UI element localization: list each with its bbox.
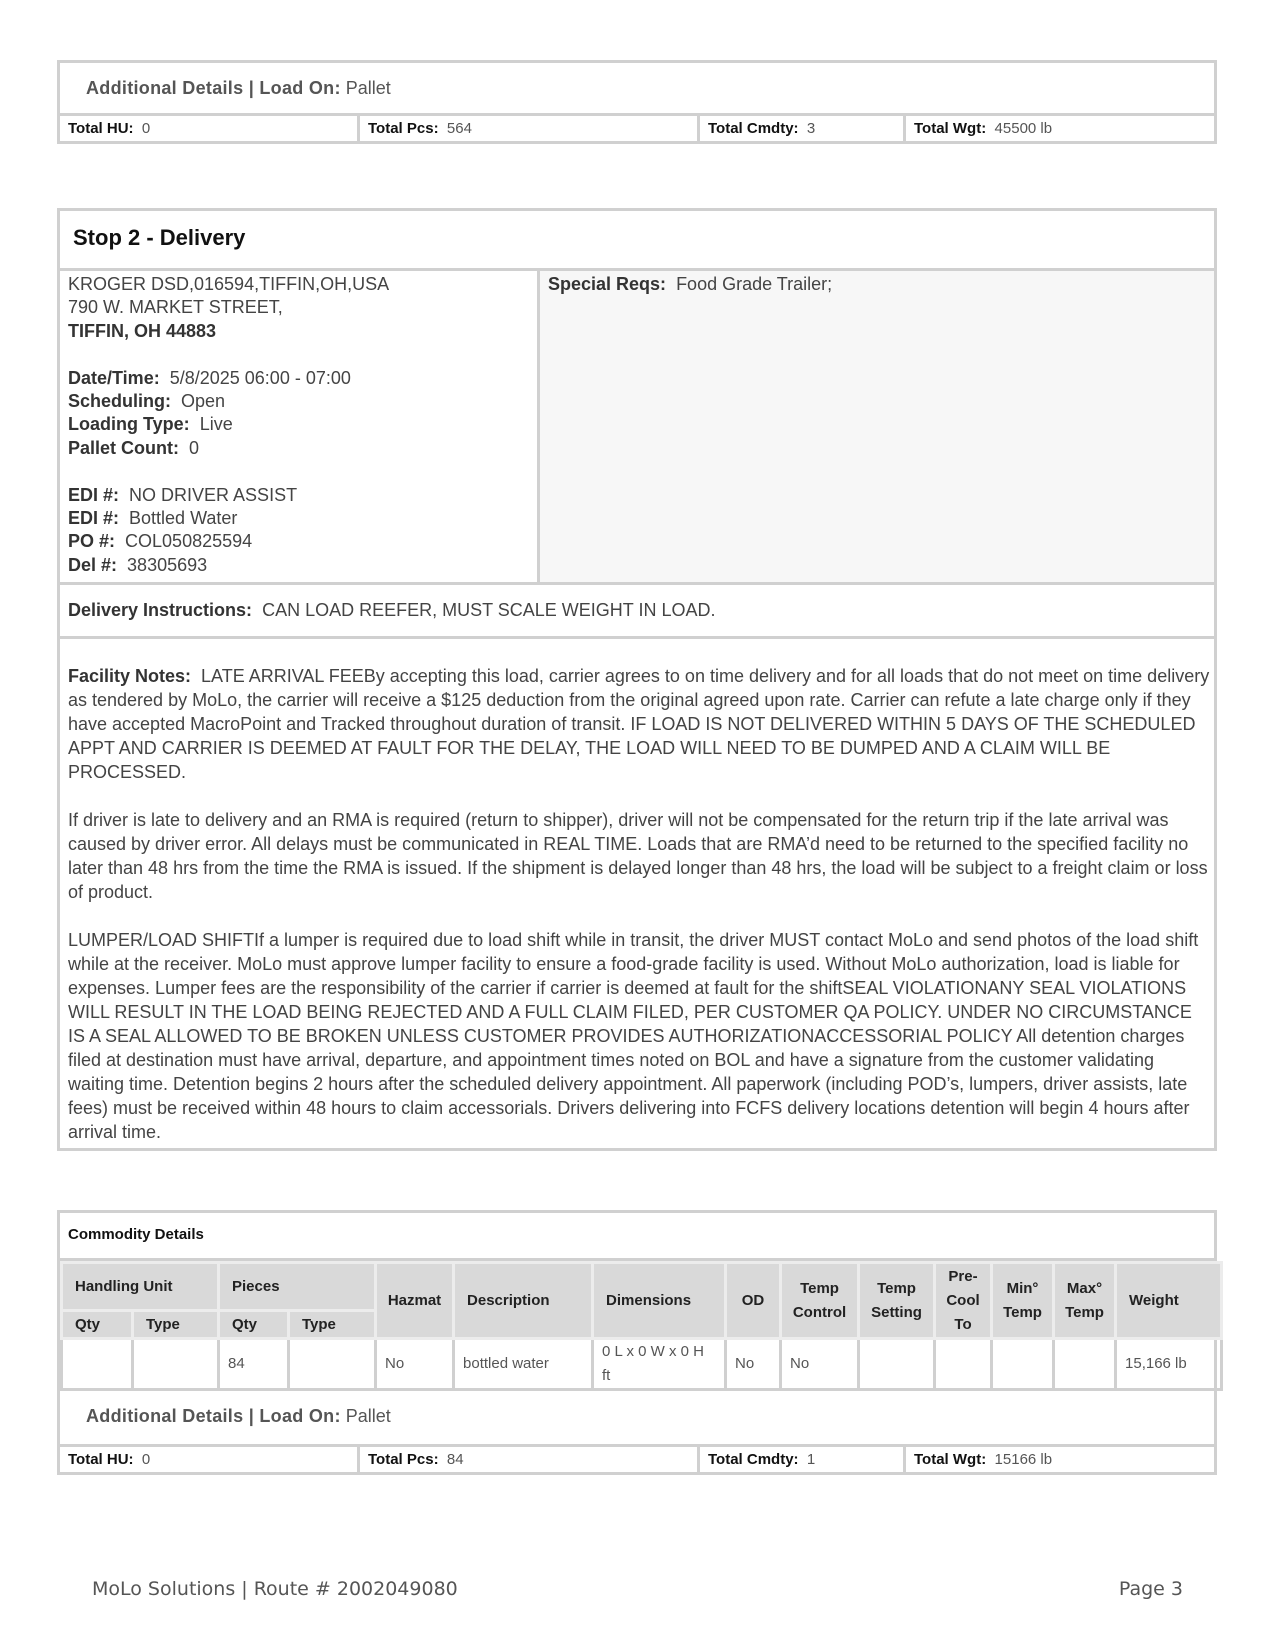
pallet-count-field: Pallet Count: 0: [68, 437, 200, 458]
delivery-instructions: Delivery Instructions: CAN LOAD REEFER, MUST SCALE WEIGHT IN LOAD.: [60, 585, 1214, 639]
cell-temp-control: No: [781, 1339, 859, 1390]
header-weight: Weight: [1116, 1263, 1222, 1339]
additional-details-label: Additional Details | Load On:: [86, 78, 341, 98]
total-hu: Total HU: 0: [60, 116, 360, 141]
cell-max-temp: [1054, 1339, 1116, 1390]
cell-hazmat: No: [376, 1339, 454, 1390]
header-description: Description: [454, 1263, 593, 1339]
address-line2: 790 W. MARKET STREET,: [68, 297, 283, 318]
facility-notes-p3: LUMPER/LOAD SHIFTIf a lumper is required due to load shift while in transit, the driver MUST contact MoLo and send photos of the load shift while at the receiver. MoLo must approve lumper facility to ensure a food-grade facility is used. Without MoLo authorization, load is liable for expenses. Lumper fees are the responsibility of the carrier if carrier is deemed at fault for the shiftSEAL VIOLATIONANY SEAL VIOLATIONS WILL RESULT IN THE LOAD BEING REJECTED AND A FULL CLAIM FILED, PER CUSTOMER QA POLICY. UNDER NO CIRCUMSTANCE IS A SEAL ALLOWED TO BE BROKEN UNLESS CUSTOMER PROVIDES AUTHORIZATIONACCESSORIAL POLICY All detention charges filed at destination must have arrival, departure, and appointment times noted on BOL and have a signature from the customer validating waiting time. Detention begins 2 hours after the scheduled delivery appointment. All paperwork (including POD’s, lumpers, driver assists, late fees) must be received within 48 hours to claim accessorials. Drivers delivering into FCFS delivery locations detention will begin 4 hours after arrival time.: [68, 930, 1199, 1142]
header-temp-control: Temp Control: [781, 1263, 859, 1339]
stop-info-row: [60, 271, 1214, 585]
total-cmdty: Total Cmdty: 1: [700, 1447, 906, 1472]
cell-precool: [935, 1339, 992, 1390]
cell-min-temp: [992, 1339, 1054, 1390]
additional-details-row: [57, 60, 1217, 116]
header-od: OD: [726, 1263, 781, 1339]
header-hazmat: Hazmat: [376, 1263, 454, 1339]
stop-title: Stop 2 - Delivery: [60, 211, 1214, 271]
stop-address-panel: [60, 271, 540, 582]
total-hu: Total HU: 0: [60, 1447, 360, 1472]
cell-pcs-type: [289, 1339, 376, 1390]
cell-pcs-qty: 84: [219, 1339, 289, 1390]
facility-notes-p1: Facility Notes: LATE ARRIVAL FEEBy accepting this load, carrier agrees to on time delivery and for all loads that do not meet on time delivery as tendered by MoLo, the carrier will receive a $125 deduction from the original agreed upon rate. Carrier can refute a late charge only if they have accepted MacroPoint and Tracked throughout duration of transit. IF LOAD IS NOT DELIVERED WITHIN 5 DAYS OF THE SCHEDULED APPT AND CARRIER IS DEEMED AT FAULT FOR THE DELAY, THE LOAD WILL NEED TO BE DUMPED AND A CLAIM WILL BE PROCESSED.: [68, 666, 1210, 782]
header-hu-qty: Qty: [62, 1311, 133, 1339]
cell-temp-setting: [859, 1339, 935, 1390]
header-dimensions: Dimensions: [593, 1263, 726, 1339]
loading-type-field: Loading Type: Live: [68, 414, 233, 435]
total-pcs: Total Pcs: 84: [360, 1447, 700, 1472]
cell-od: No: [726, 1339, 781, 1390]
cell-dimensions: 0 L x 0 W x 0 H ft: [593, 1339, 726, 1390]
datetime-field: Date/Time: 5/8/2025 06:00 - 07:00: [68, 367, 351, 388]
header-temp-setting: Temp Setting: [859, 1263, 935, 1339]
footer-route: MoLo Solutions | Route # 2002049080: [92, 1578, 458, 1600]
po-field: PO #: COL050825594: [68, 531, 253, 552]
del-field: Del #: 38305693: [68, 554, 208, 575]
top-additional-details: [57, 60, 1217, 144]
commodity-title: Commodity Details: [60, 1213, 1214, 1261]
header-min-temp: Min° Temp: [992, 1263, 1054, 1339]
total-wgt: Total Wgt: 45500 lb: [914, 120, 1053, 137]
total-pcs: Total Pcs: 564: [360, 116, 700, 141]
additional-details-label: Additional Details | Load On:: [86, 1406, 341, 1426]
special-reqs-value: Food Grade Trailer;: [676, 274, 833, 294]
scheduling-field: Scheduling: Open: [68, 391, 226, 412]
edi-field-1: EDI #: NO DRIVER ASSIST: [68, 484, 298, 505]
header-pieces: Pieces: [219, 1263, 376, 1311]
edi-field-2: EDI #: Bottled Water: [68, 508, 238, 529]
cell-hu-type: [133, 1339, 219, 1390]
header-precool: Pre- Cool To: [935, 1263, 992, 1339]
footer-page-number: Page 3: [1118, 1578, 1183, 1600]
facility-notes-p2: If driver is late to delivery and an RMA is required (return to shipper), driver will not be compensated for the return trip if the late arrival was caused by driver error. All delays must be communicated in REAL TIME. Loads that are RMA’d need to be returned to the specified facility no later than 48 hrs from the time the RMA is issued. If the shipment is delayed longer than 48 hrs, the load will be subject to a freight claim or loss of product.: [68, 810, 1208, 902]
header-handling-unit: Handling Unit: [62, 1263, 219, 1311]
cell-weight: 15,166 lb: [1116, 1339, 1222, 1390]
special-reqs-label: Special Reqs:: [548, 274, 667, 294]
load-on-value: Pallet: [345, 1406, 391, 1426]
load-on-value: Pallet: [345, 78, 391, 98]
commodity-block: [57, 1210, 1217, 1475]
facility-notes: [60, 639, 1214, 1147]
city-state-zip: TIFFIN, OH 44883: [68, 320, 217, 341]
total-wgt: Total Wgt: 15166 lb: [914, 1451, 1053, 1468]
cell-description: bottled water: [454, 1339, 593, 1390]
header-hu-type: Type: [133, 1311, 219, 1339]
header-pcs-qty: Qty: [219, 1311, 289, 1339]
special-reqs-panel: [540, 271, 1214, 582]
total-cmdty: Total Cmdty: 3: [700, 116, 906, 141]
stop-block: [57, 208, 1217, 1151]
table-row: [62, 1339, 1222, 1390]
cell-hu-qty: [62, 1339, 133, 1390]
commodity-totals-row: [57, 1447, 1217, 1475]
totals-row: [57, 116, 1217, 144]
header-pcs-type: Type: [289, 1311, 376, 1339]
commodity-table: [60, 1261, 1223, 1391]
header-max-temp: Max° Temp: [1054, 1263, 1116, 1339]
address-line1: KROGER DSD,016594,TIFFIN,OH,USA: [68, 274, 390, 294]
commodity-additional-details-row: [57, 1391, 1217, 1447]
